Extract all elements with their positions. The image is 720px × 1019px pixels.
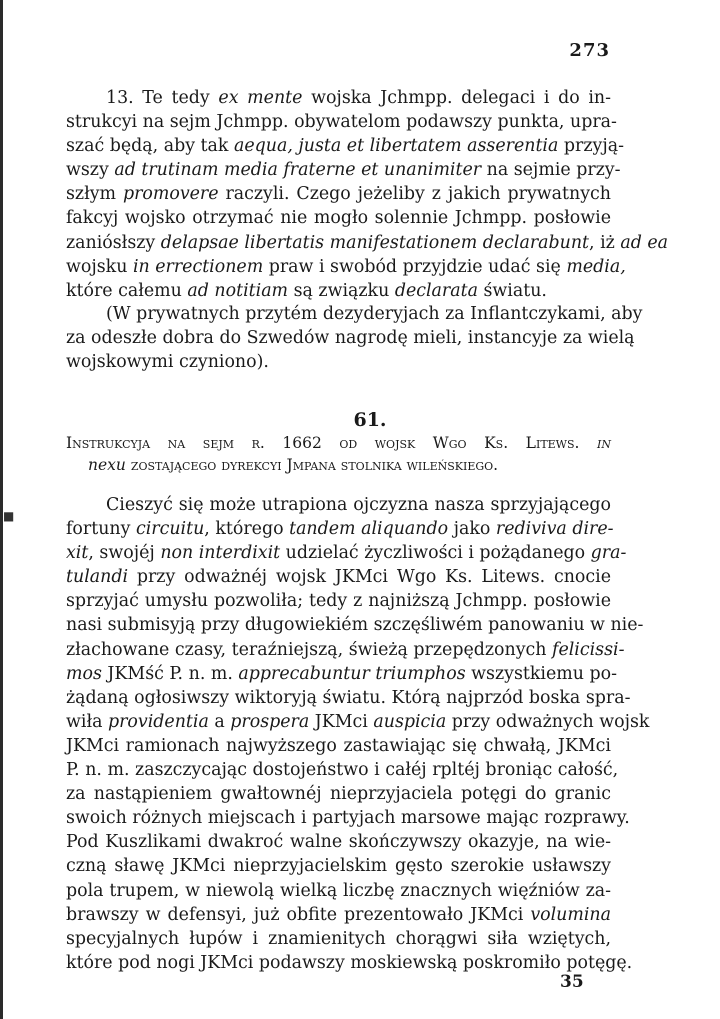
- margin-mark: ■: [3, 509, 15, 523]
- text-line: za odeszłe dobra do Szwedów nagrodę mieli, instancyje za wielą: [66, 328, 635, 349]
- text-line: fortuny circuitu, którego tandem aliquando jako rediviva dire-: [66, 519, 614, 540]
- page-number: 273: [569, 40, 610, 61]
- text-line: które pod nogi JKMci podawszy moskiewską poskromiło potęgę.: [66, 952, 633, 973]
- text-line: szłym promovere raczyli. Czego jeżeliby z jakich prywatnych: [66, 184, 611, 205]
- text-line: które całemu ad notitiam są związku declarata światu.: [66, 280, 547, 301]
- text-line: tulandi przy odważnéj wojsk JKMci Wgo Ks. Litews. cnocie: [66, 567, 611, 588]
- text-line: żądaną ogłosiwszy wiktoryją światu. Którą najprzód boska spra-: [66, 687, 631, 708]
- section-13-note: [66, 302, 643, 374]
- text-line: wszy ad trutinam media fraterne et unanimiter na sejmie przy-: [66, 160, 621, 181]
- text-line: mos JKMść P. n. m. apprecabuntur triumphos wszystkiemu po-: [66, 663, 617, 684]
- section-13-paragraph: [66, 86, 669, 303]
- text-line: za nastąpieniem gwałtownéj nieprzyjaciela potęgi do granic: [66, 784, 611, 805]
- text-line: swoich różnych miejscach i partyjach marsowe mając rozprawy.: [66, 808, 630, 829]
- text-line: (W prywatnych przytém dezyderyjach za Inflantczykami, aby: [106, 304, 643, 324]
- document-heading: [66, 432, 611, 476]
- text-line: sprzyjać umysłu pozwoliła; tedy z najniższą Jchmpp. posłowie: [66, 591, 611, 612]
- text-line: wojskowymi czyniono).: [66, 352, 269, 373]
- text-line: szać będą, aby tak aequa, justa et libertatem asserentia przyją-: [66, 136, 624, 157]
- text-line: czną sławę JKMci nieprzyjacielskim gęsto szerokie usławszy: [66, 856, 611, 877]
- printer-signature: 35: [560, 972, 584, 992]
- text-line: zaniósłszy delapsae libertatis manifestationem declarabunt, iż ad ea: [66, 232, 669, 253]
- text-line: nasi submisyją przy długowiekiém szczęśliwém panowaniu w nie-: [66, 615, 644, 636]
- text-line: specyjalnych łupów i znamienitych chorągwi siła wziętych,: [66, 928, 611, 949]
- text-line: wojsku in errectionem praw i swobód przyjdzie udać się media,: [66, 256, 626, 277]
- text-line: P. n. m. zaszczycając dostojeństwo i całéj rpltéj broniąc całość,: [66, 760, 619, 781]
- text-line: złachowane czasy, teraźniejszą, świeżą przepędzonych felicissi-: [66, 639, 625, 660]
- text-line: brawszy w defensyi, już obfite prezentowało JKMci volumina: [66, 904, 611, 925]
- heading-line: Instrukcyja na sejm r. 1662 od wojsk Wgo Ks. Litews. in: [66, 434, 611, 452]
- text-line: JKMci ramionach najwyższego zastawiając się chwałą, JKMci: [66, 735, 611, 756]
- text-line: fakcyj wojsko otrzymać nie mogło solennie Jchmpp. posłowie: [66, 208, 611, 229]
- text-line: Cieszyć się może utrapiona ojczyzna nasza sprzyjającego: [106, 495, 611, 515]
- text-line: Pod Kuszlikami dwakroć walne skończywszy okazyje, na wie-: [66, 832, 611, 853]
- text-line: strukcyi na sejm Jchmpp. obywatelom podawszy punkta, upra-: [66, 112, 617, 133]
- document-61-body: [66, 493, 650, 975]
- text-line: wiła providentia a prospera JKMci auspicia przy odważnych wojsk: [66, 711, 650, 732]
- heading-line: nexu zostającego dyrekcyi Jmpana stolnika wileńskiego.: [88, 456, 499, 474]
- text-line: xit, swojéj non interdixit udzielać życzliwości i pożądanego gra-: [66, 543, 627, 564]
- document-number: 61.: [353, 409, 387, 431]
- text-line: 13. Te tedy ex mente wojska Jchmpp. delegaci i do in-: [106, 88, 611, 108]
- text-line: pola trupem, w niewolą wielką liczbę znacznych więźniów za-: [66, 880, 611, 901]
